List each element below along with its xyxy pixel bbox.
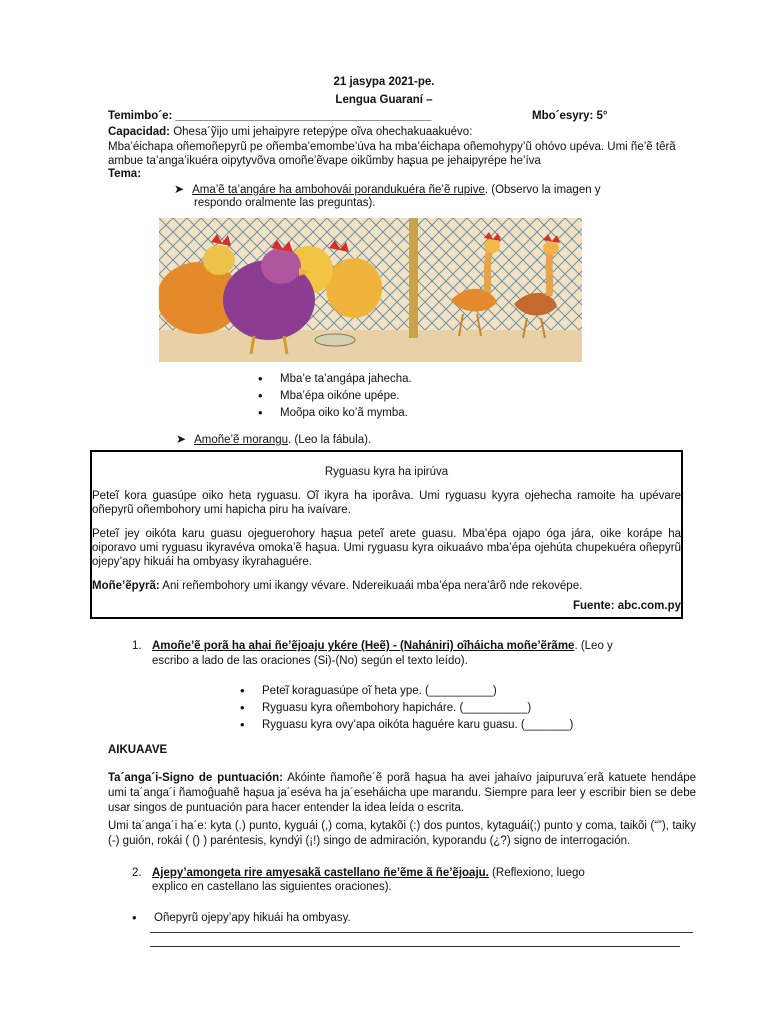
instruction-observe-guarani: Ama’ẽ ta’angáre ha ambohovái porandukuéra ñe’ẽ rupive <box>192 184 485 196</box>
list-item: • Moõpa oiko ko’ã mymba. <box>258 405 412 422</box>
capacity-text: Ohesa´ỹijo umi jehaipyre retepýpe oĩva ohechakuaakuévo: <box>173 126 473 138</box>
topic-label: Tema: <box>108 168 142 180</box>
list-item: • Mba’e ta’angápa jahecha. <box>258 371 412 388</box>
fable-box <box>90 450 683 619</box>
fable-moral <box>92 579 681 593</box>
fable-title: Ryguasu kyra ha ipirúva <box>324 466 449 478</box>
task1-guarani: Amoñe’ẽ porã ha ahai ñe’ẽjoaju ykére (Heẽ) - (Nahániri) oĩháicha moñe’ẽrãme <box>152 640 575 652</box>
instruction-read-spanish: . (Leo la fábula). <box>288 434 372 446</box>
task1-instruction-line2: escribo a lado de las oraciones (Si)-(No) según el texto leído). <box>152 655 468 667</box>
punctuation-list: Umi ta´anga´i ha´e: kyta (.) punto, kyguái (,) coma, kytakõi (:) dos puntos, kytaguái(;) punto y coma, taikõi (“”), taiky (-) guión, rokái ( () ) paréntesis, kyndýi (¡!) singo de admiración, kyporandu (¿?) signo de interrogación. <box>108 820 696 847</box>
task1-spanish: . (Leo y <box>574 640 613 652</box>
moral-label: Moñe’ẽpyrã: <box>92 580 160 592</box>
punctuation-explanation: Akóinte ñamoñe´ẽ porã haʂua ha avei jahaívo jaipuruva´erã katuete hendápe umi ta´anga´i ñamoĝuahẽ haʂua ja´eséva ha ja´eseháicha upe marandu. Siempre para leer y escribir bien se debe usar singos de puntuación para hacer entender la idea leída o escrita. <box>108 772 696 814</box>
list-item: • Peteĩ koraguasúpe oĩ heta ype. (__________) <box>240 683 573 700</box>
fable-paragraph: Peteĩ kora guasúpe oiko heta ryguasu. Oĩ ikyra ha iporâva. Umi ryguasu kyyra ojehecha ramoite ha upévare oñepyrũ oñembohory umi hapicha piru ha ivaívare. <box>92 490 681 516</box>
task2-spanish: (Reflexiono, luego <box>488 867 585 879</box>
instruction-observe <box>174 182 601 196</box>
capacity-text-2: Mba’éichapa oñemoñepyrũ pe oñemba’emombe’úva ha mba’éichapa oñemohypy’ũ ohóvo upéva. Umi ñe’ẽ têrã ambue ta’anga’ikuéra oipytyvõva omoñe’ẽvape oikũmby haʂua pe jehaipyrépe he’íva <box>108 141 676 167</box>
capacity-label: Capacidad: <box>108 126 170 138</box>
aikuaave-heading: AIKUAAVE <box>108 744 168 756</box>
student-name-line: Temimbo´e: ________________________________________ <box>108 110 432 122</box>
arrow-bullet-icon: ➤ <box>174 182 185 196</box>
list-item: • Ryguasu kyra oñembohory hapicháre. (__________) <box>240 700 573 717</box>
hens-illustration <box>159 218 582 362</box>
fable-paragraph: Peteĩ jey oikóta karu guasu ojeguerohory haʂua peteĩ arete guasu. Mba’épa ojapo óga jára, oike korápe ha oiporavo umi ryguasu ikyravéva omoka’ẽ haʂua. Umi ryguasu kyra oikuaávo mba’épa ojehúta chupekuéra oñepyrũ ojepy’apy hikuái ha ombyasy ikyrahaguére. <box>92 528 681 568</box>
instruction-read <box>176 432 371 446</box>
answer-line <box>150 932 693 933</box>
fable-source: Fuente: abc.com.py <box>573 600 681 612</box>
task1-instruction <box>152 640 613 652</box>
punctuation-term: Ta´anga´i-Signo de puntuación: <box>108 772 283 784</box>
task1-list <box>240 683 573 734</box>
task1-number: 1. <box>132 640 142 652</box>
capacity-line <box>108 126 472 138</box>
task2-list <box>132 910 351 927</box>
task2-number: 2. <box>132 867 142 879</box>
task2-instruction <box>152 867 585 879</box>
answer-line <box>150 946 680 947</box>
questions-list <box>258 371 412 422</box>
task2-instruction-line2: explico en castellano las siguientes oraciones). <box>152 881 392 893</box>
aikuaave-paragraph <box>108 771 696 816</box>
grade-label: Mbo´esyry: 5° <box>532 110 608 122</box>
instruction-observe-spanish: . (Observo la imagen y <box>484 184 601 196</box>
subject-title: Lengua Guaraní – <box>335 94 433 106</box>
instruction-observe-line2: respondo oralmente las preguntas). <box>194 197 376 209</box>
list-item: • Oñepyrũ ojepy’apy hikuái ha ombyasy. <box>132 910 351 927</box>
instruction-read-guarani: Amoñe’ẽ morangu <box>194 434 289 446</box>
moral-text: Ani reñembohory umi ikangy vévare. Ndereikuaái mba’épa nera’ârõ nde rekovépe. <box>159 580 583 592</box>
list-item: • Mba’épa oikóne upépe. <box>258 388 412 405</box>
list-item: • Ryguasu kyra ovy’apa oikóta haguére karu guasu. (_______) <box>240 717 573 734</box>
task2-guarani: Ajepy’amongeta rire amyesakã castellano ñe’ẽme ã ñe’ẽjoaju. <box>152 867 489 879</box>
date: 21 jasypa 2021-pe. <box>333 76 435 88</box>
fable-text <box>92 489 681 603</box>
arrow-bullet-icon: ➤ <box>176 432 187 446</box>
